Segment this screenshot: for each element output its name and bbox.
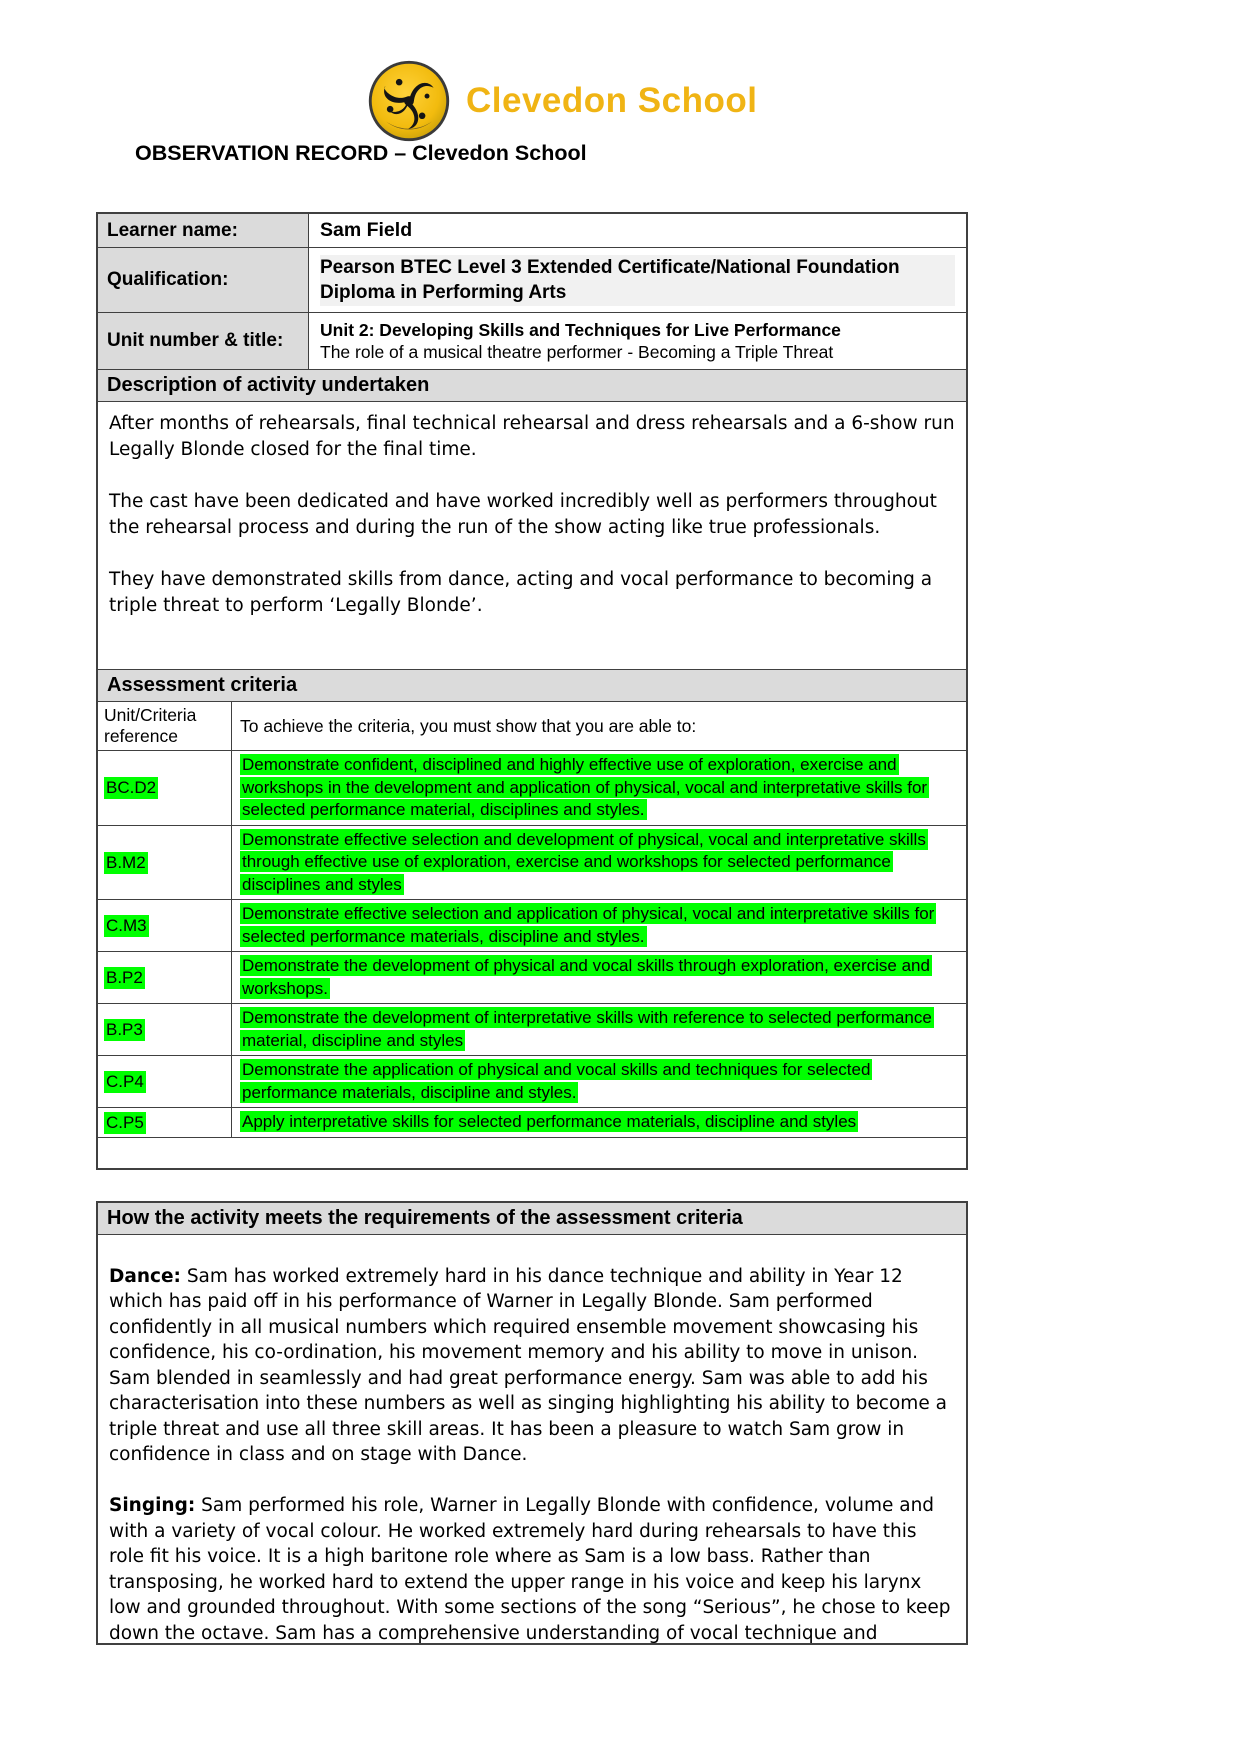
evaluation-table xyxy=(96,1201,968,1645)
dance-body: Sam has worked extremely hard in his dance technique and ability in Year 12 which has paid off in his performance of Warner in Legally Blonde. Sam performed confidently in all musical numbers which required ensemble movement showcasing his confidence, his co-ordination, his movement memory and his ability to move in unison. Sam blended in seamlessly and had great performance energy. Sam was able to add his characterisation into these numbers as well as singing highlighting his ability to become a triple threat and use all three skill areas. It has been a pleasure to watch Sam grow in confidence in class and on stage with Dance. xyxy=(109,1265,947,1466)
assessment-section-header: Assessment criteria xyxy=(98,670,966,702)
qualification-value: Pearson BTEC Level 3 Extended Certificate/National Foundation Diploma in Performing Arts xyxy=(320,255,955,306)
criteria-row xyxy=(98,1004,966,1056)
criteria-row xyxy=(98,952,966,1004)
criteria-text: Demonstrate effective selection and application of physical, vocal and interpretative skills for selected performance materials, discipline and styles. xyxy=(242,904,935,946)
criteria-text: Apply interpretative skills for selected performance materials, discipline and styles xyxy=(242,1112,857,1132)
unit-label: Unit number & title: xyxy=(98,313,309,369)
evaluation-paragraph-singing xyxy=(109,1493,955,1643)
criteria-row xyxy=(98,900,966,952)
evaluation-section-header: How the activity meets the requirements of the assessment criteria xyxy=(98,1203,966,1235)
singing-body: Sam performed his role, Warner in Legally Blonde with confidence, volume and with a variety of vocal colour. He worked extremely hard during rehearsals to have this role fit his voice. It is a high baritone role where as Sam is a low bass. Rather than transposing, he worked hard to extend the upper range in his voice and keep his larynx low and grounded throughout. With some sections of the song “Serious”, he chose to keep down the octave. Sam has a comprehensive understanding of vocal technique and xyxy=(109,1495,951,1643)
criteria-text: Demonstrate the application of physical and vocal skills and techniques for selected performance materials, discipline and styles. xyxy=(242,1060,871,1102)
criteria-ref: C.M3 xyxy=(106,915,147,935)
criteria-ref: C.P4 xyxy=(106,1071,144,1091)
unit-title-line2: The role of a musical theatre performer - Becoming a Triple Threat xyxy=(320,342,834,363)
page-title: OBSERVATION RECORD – Clevedon School xyxy=(135,141,587,165)
criteria-header-row xyxy=(98,702,966,751)
unit-title-line1: Unit 2: Developing Skills and Techniques for Live Performance xyxy=(320,319,841,340)
description-paragraph: They have demonstrated skills from dance, acting and vocal performance to becoming a triple threat to perform ‘Legally Blonde’. xyxy=(109,569,933,617)
singing-lead: Singing: xyxy=(109,1495,196,1517)
criteria-ref: B.P3 xyxy=(106,1019,143,1039)
description-section-header: Description of activity undertaken xyxy=(98,370,966,402)
criteria-text: Demonstrate the development of interpretative skills with reference to selected performance material, discipline and styles xyxy=(242,1008,932,1050)
qualification-label: Qualification: xyxy=(98,248,309,312)
description-cell xyxy=(98,402,966,670)
triskelion-ball-icon xyxy=(368,60,450,142)
criteria-row xyxy=(98,826,966,901)
criteria-ref: B.P2 xyxy=(106,967,143,987)
learner-name-label: Learner name: xyxy=(98,214,309,247)
learner-name-row xyxy=(98,214,966,248)
description-paragraph: The cast have been dedicated and have worked incredibly well as performers throughout the rehearsal process and during the run of the show acting like true professionals. xyxy=(109,491,937,539)
learner-name-value: Sam Field xyxy=(320,219,413,241)
criteria-row xyxy=(98,751,966,826)
criteria-ref-column-header: Unit/Criteria reference xyxy=(98,702,232,750)
criteria-text: Demonstrate effective selection and development of physical, vocal and interpretative skills through effective use of exploration, exercise and workshops for selected performance disciplines and styles xyxy=(242,829,926,894)
criteria-ref: C.P5 xyxy=(106,1112,144,1132)
criteria-ref: BC.D2 xyxy=(106,778,157,798)
criteria-text-column-header: To achieve the criteria, you must show that you are able to: xyxy=(240,715,697,736)
description-paragraph: After months of rehearsals, final technical rehearsal and dress rehearsals and a 6-show run Legally Blonde closed for the final time. xyxy=(109,413,955,461)
criteria-row xyxy=(98,1056,966,1108)
info-and-criteria-table xyxy=(96,212,968,1170)
criteria-row xyxy=(98,1108,966,1138)
evaluation-paragraph-dance xyxy=(109,1264,955,1468)
evaluation-cell xyxy=(98,1235,966,1643)
empty-spacer-row xyxy=(98,1138,966,1168)
criteria-ref: B.M2 xyxy=(106,852,146,872)
criteria-text: Demonstrate confident, disciplined and highly effective use of exploration, exercise and workshops in the development and application of physical, vocal and interpretative skills for selected performance material, disciplines and styles. xyxy=(242,755,928,820)
school-name: Clevedon School xyxy=(466,81,758,120)
unit-row xyxy=(98,313,966,370)
document-body xyxy=(96,212,968,1645)
school-logo xyxy=(368,60,757,142)
qualification-row xyxy=(98,248,966,313)
dance-lead: Dance: xyxy=(109,1265,181,1287)
criteria-text: Demonstrate the development of physical and vocal skills through exploration, exercise and workshops. xyxy=(242,956,930,998)
